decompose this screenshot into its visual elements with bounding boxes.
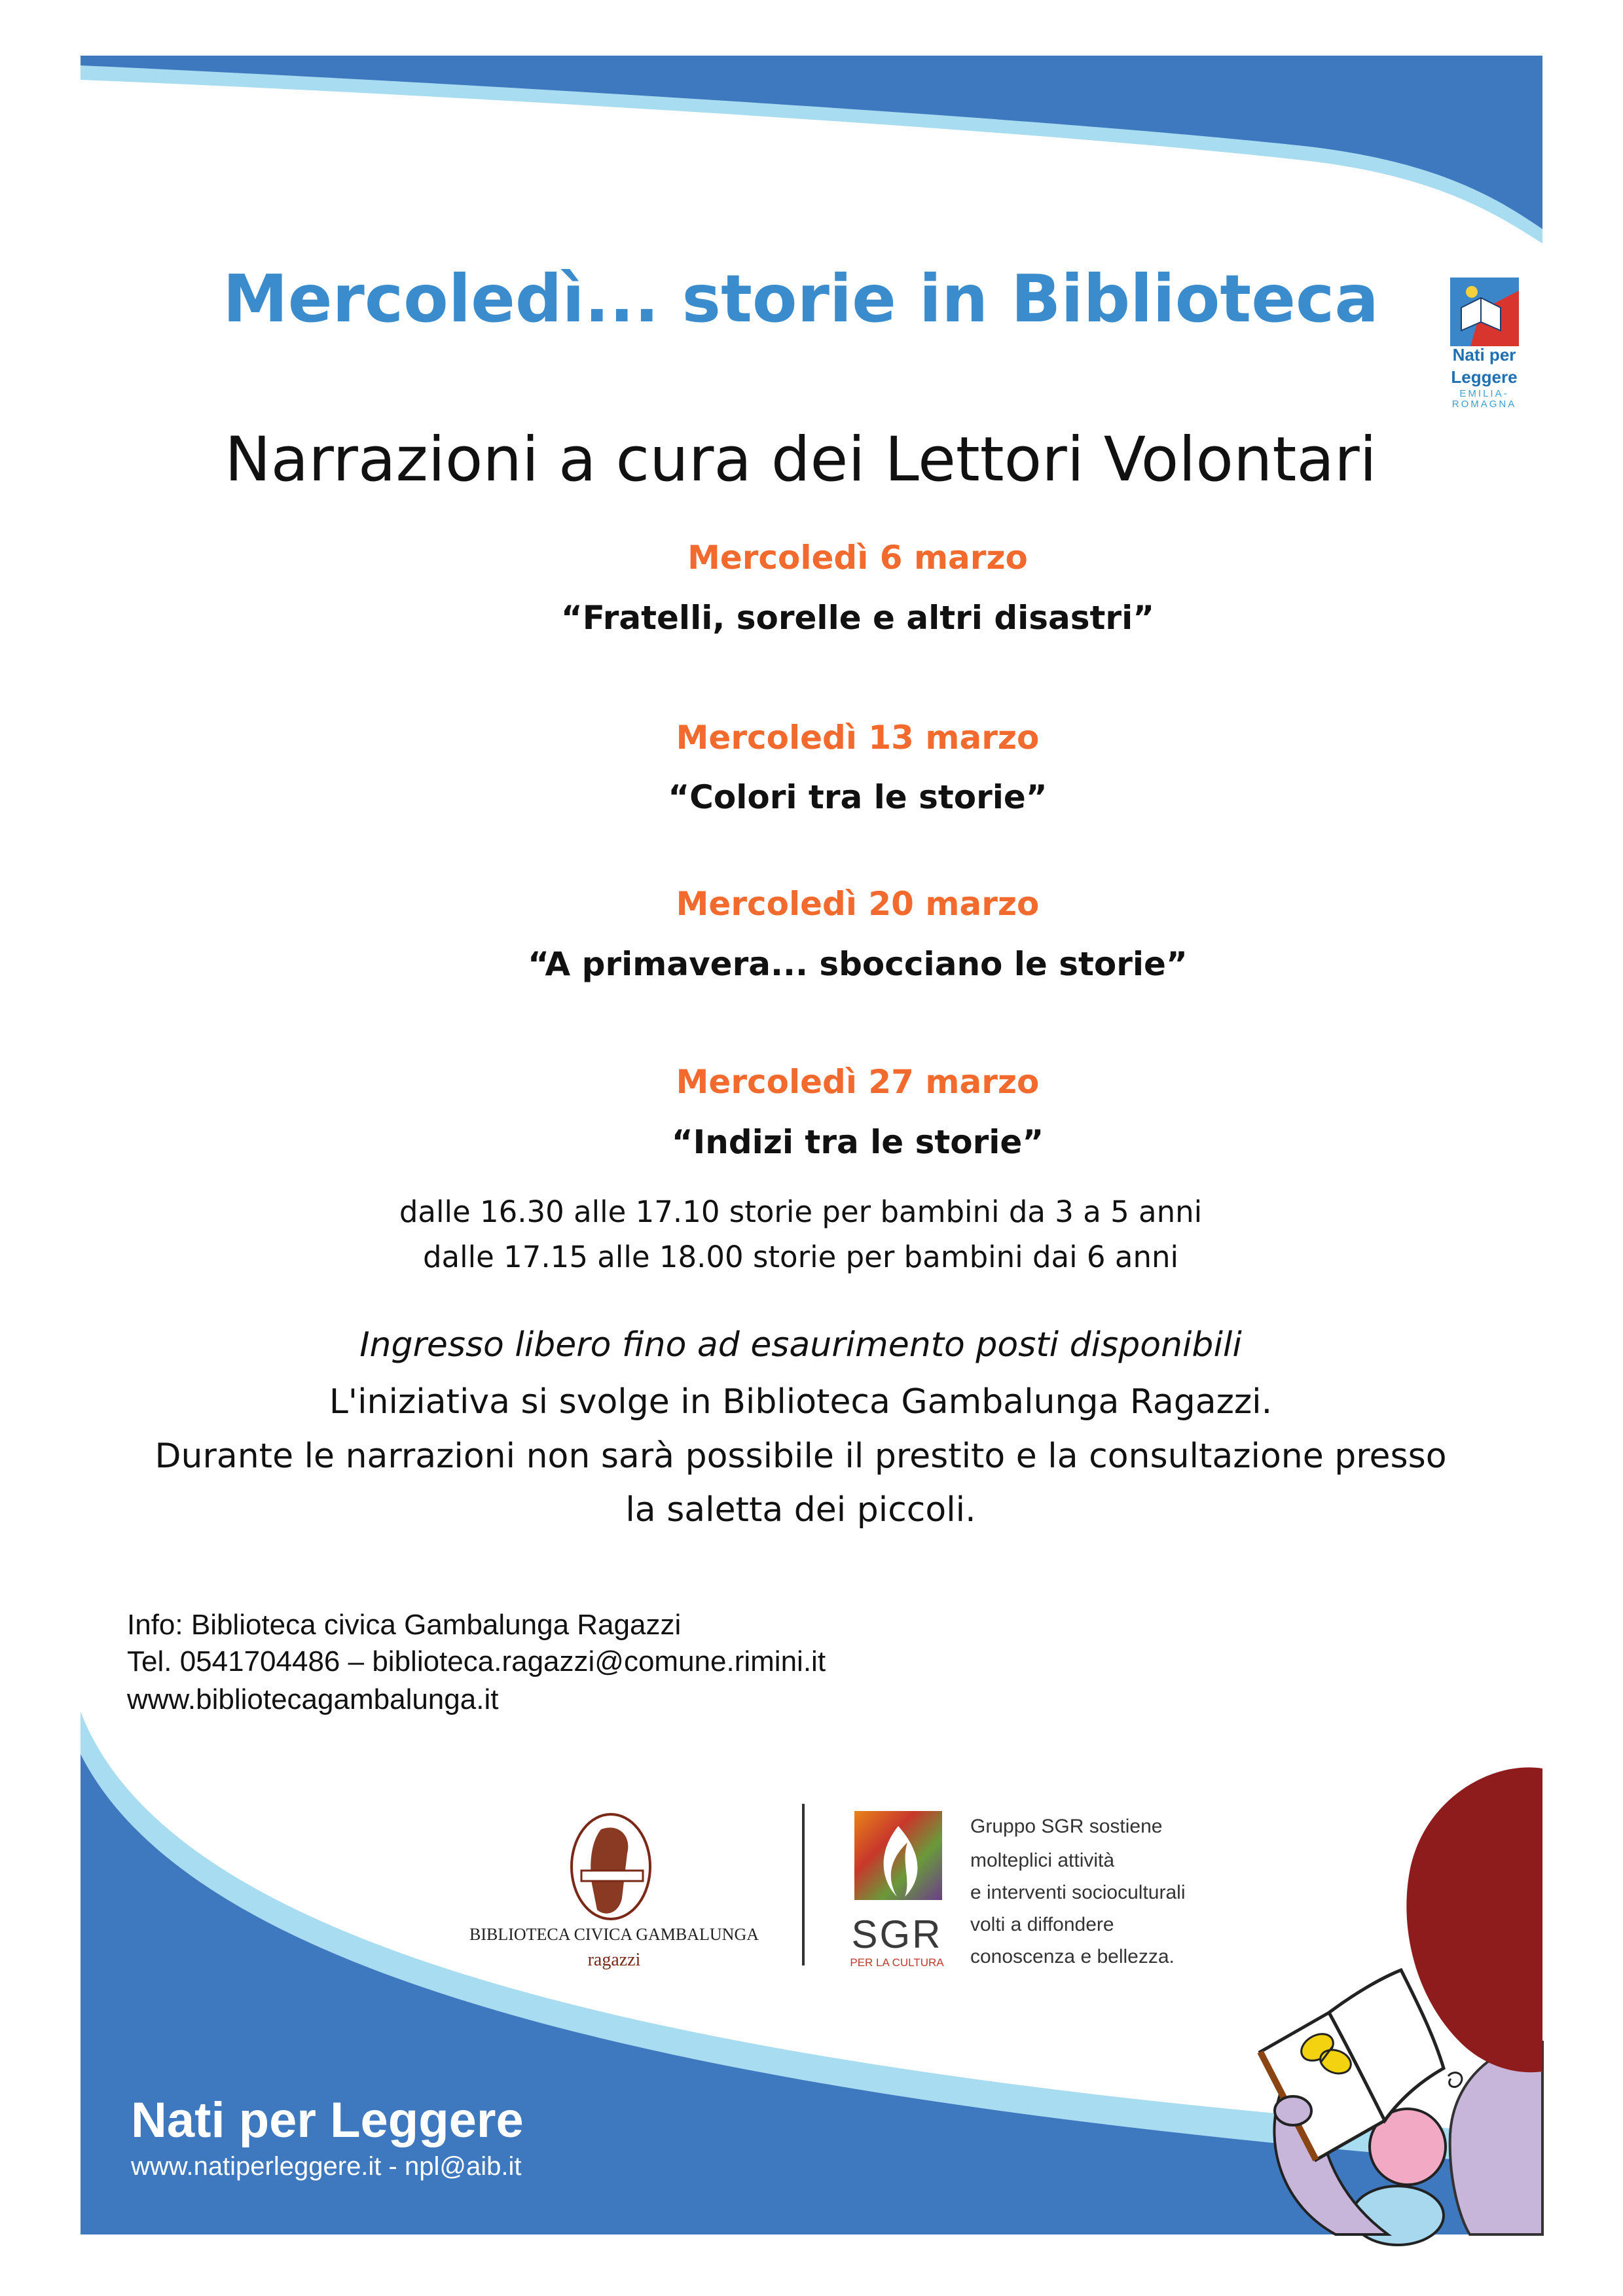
npl-logo-line4: ROMAGNA — [1451, 399, 1517, 410]
sgr-logo-tagline: PER LA CULTURA — [850, 1956, 944, 1969]
info-library: Info: Biblioteca civica Gambalunga Ragazzi — [127, 1609, 682, 1641]
note-line: la saletta dei piccoli. — [625, 1490, 976, 1530]
library-logo-emblem — [572, 1814, 650, 1919]
event-date: Mercoledì 20 marzo — [676, 885, 1040, 923]
schedule-line: dalle 16.30 alle 17.10 storie per bambini da 3 a 5 anni — [399, 1194, 1203, 1229]
library-logo-subtitle: ragazzi — [587, 1950, 641, 1970]
info-contacts: Tel. 0541704486 – biblioteca.ragazzi@comune.rimini.it — [127, 1645, 826, 1677]
sgr-text-line: conoscenza e bellezza. — [970, 1946, 1175, 1967]
info-website: www.bibliotecagambalunga.it — [127, 1683, 499, 1715]
event-title: “A primavera... sbocciano le storie” — [528, 945, 1188, 983]
sgr-text-line: e interventi socioculturali — [970, 1882, 1186, 1903]
event-date: Mercoledì 13 marzo — [676, 719, 1040, 757]
sgr-logo-name: SGR — [851, 1912, 943, 1956]
free-entry-note: Ingresso libero fino ad esaurimento posti disponibili — [359, 1325, 1242, 1365]
npl-logo-line3: EMILIA- — [1459, 388, 1509, 399]
footer-contacts: www.natiperleggere.it - npl@aib.it — [131, 2152, 522, 2181]
top-wave-band — [81, 56, 1542, 243]
event-title: “Indizi tra le storie” — [671, 1123, 1044, 1161]
footer-brand: Nati per Leggere — [131, 2092, 524, 2148]
swirl-decoration — [1448, 2073, 1462, 2087]
reading-illustration — [1260, 1767, 1542, 2245]
sgr-text-line: Gruppo SGR sostiene — [970, 1816, 1163, 1837]
poster-subtitle: Narrazioni a cura dei Lettori Volontari — [225, 424, 1377, 495]
event-date: Mercoledì 27 marzo — [676, 1063, 1040, 1101]
mother-hand — [1275, 2096, 1311, 2125]
npl-logo-line2: Leggere — [1451, 367, 1518, 387]
sgr-logo-mark — [854, 1811, 942, 1900]
sgr-text-line: volti a diffondere — [970, 1914, 1114, 1935]
schedule-line: dalle 17.15 alle 18.00 storie per bambini dai 6 anni — [422, 1240, 1178, 1274]
note-line: Durante le narrazioni non sarà possibile il prestito e la consultazione presso — [155, 1437, 1447, 1476]
sgr-text-line: molteplici attività — [970, 1850, 1115, 1871]
npl-logo-line1: Nati per — [1452, 345, 1516, 365]
library-logo-name: BIBLIOTECA CIVICA GAMBALUNGA — [469, 1925, 759, 1944]
note-line: L'iniziativa si svolge in Biblioteca Gambalunga Ragazzi. — [329, 1382, 1273, 1422]
event-date: Mercoledì 6 marzo — [687, 539, 1028, 577]
poster-title: Mercoledì... storie in Biblioteca — [223, 260, 1379, 337]
event-title: “Fratelli, sorelle e altri disastri” — [560, 599, 1155, 637]
event-title: “Colori tra le storie” — [668, 778, 1048, 816]
